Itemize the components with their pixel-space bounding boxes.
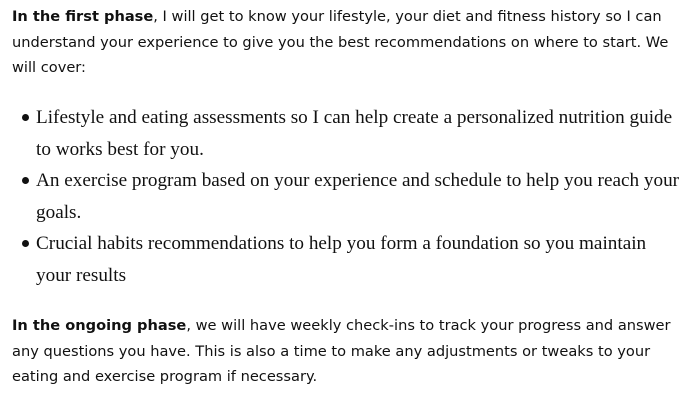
bullet-icon xyxy=(22,240,29,247)
ongoing-phase-text: , we will have weekly check-ins to track your progress and answer any questions you have. This is also a time to make any adjustments or tweaks to your eating and exercise program if necessary. xyxy=(12,317,671,385)
bullet-icon xyxy=(22,177,29,184)
phase-coverage-list xyxy=(12,102,684,291)
first-phase-lead: In the first phase xyxy=(12,8,154,25)
list-item xyxy=(12,228,684,291)
first-phase-paragraph xyxy=(12,4,684,81)
list-item-text: An exercise program based on your experience and schedule to help you reach your goals. xyxy=(36,170,680,223)
list-item-text: Crucial habits recommendations to help you form a foundation so you maintain your results xyxy=(36,233,647,286)
bullet-icon xyxy=(22,114,29,121)
ongoing-phase-paragraph xyxy=(12,313,684,390)
first-phase-text: , I will get to know your lifestyle, your diet and fitness history so I can understand your experience to give you the best recommendations on where to start. We will cover: xyxy=(12,8,669,76)
list-item-text: Lifestyle and eating assessments so I can help create a personalized nutrition guide to works best for you. xyxy=(36,107,673,160)
list-item xyxy=(12,102,684,165)
ongoing-phase-lead: In the ongoing phase xyxy=(12,317,187,334)
list-item xyxy=(12,165,684,228)
